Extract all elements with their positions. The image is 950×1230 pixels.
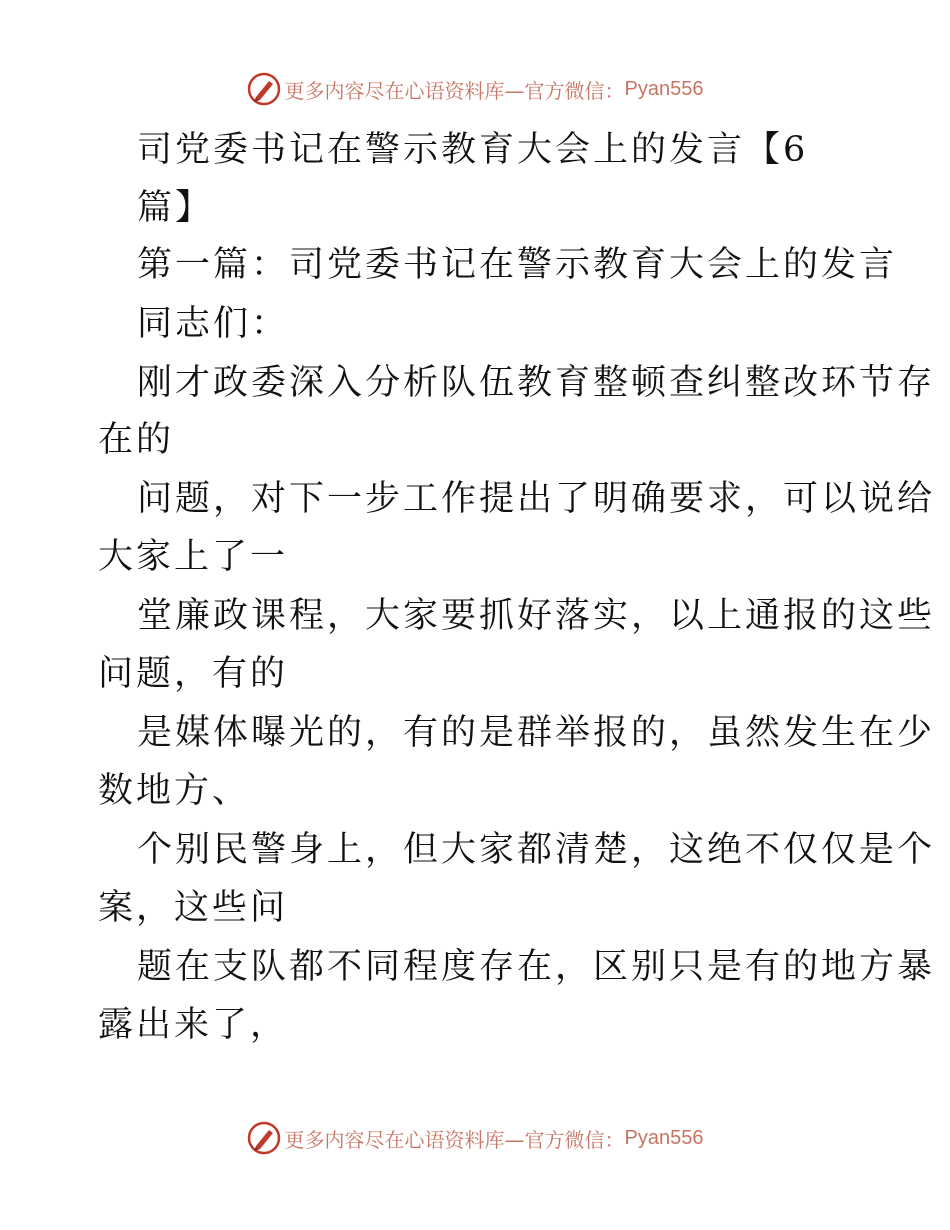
watermark-text: 更多内容尽在心语资料库—官方微信：	[284, 78, 625, 103]
pen-logo-icon	[247, 1121, 281, 1155]
paragraph-line: 堂廉政课程，大家要抓好落实，以上通报的这些	[137, 596, 936, 636]
paragraph-line: 数地方、	[98, 771, 251, 811]
footer-watermark	[0, 1121, 950, 1155]
paragraph-line: 刚才政委深入分析队伍教育整顿查纠整改环节存	[137, 363, 936, 403]
section-heading: 第一篇：司党委书记在警示教育大会上的发言	[137, 245, 898, 285]
pen-logo-icon	[247, 72, 281, 106]
doc-title-line-1: 司党委书记在警示教育大会上的发言【6	[137, 130, 809, 170]
watermark-text: 更多内容尽在心语资料库—官方微信：	[284, 1127, 625, 1152]
paragraph-line: 题在支队都不同程度存在，区别只是有的地方暴	[137, 947, 936, 987]
paragraph-line: 在的	[98, 420, 175, 460]
paragraph-line: 大家上了一	[98, 537, 289, 577]
doc-title-line-2: 篇】	[137, 188, 214, 228]
watermark-wechat-id: Pyan556	[624, 1126, 704, 1149]
header-watermark	[0, 72, 950, 106]
watermark-wechat-id: Pyan556	[624, 77, 704, 100]
paragraph-line: 个别民警身上，但大家都清楚，这绝不仅仅是个	[137, 830, 936, 870]
salutation: 同志们：	[137, 304, 290, 344]
paragraph-line: 问题，有的	[98, 654, 289, 694]
paragraph-line: 问题，对下一步工作提出了明确要求，可以说给	[137, 479, 936, 519]
paragraph-line: 露出来了，	[98, 1005, 289, 1045]
paragraph-line: 是媒体曝光的，有的是群举报的，虽然发生在少	[137, 713, 936, 753]
paragraph-line: 案，这些问	[98, 888, 289, 928]
